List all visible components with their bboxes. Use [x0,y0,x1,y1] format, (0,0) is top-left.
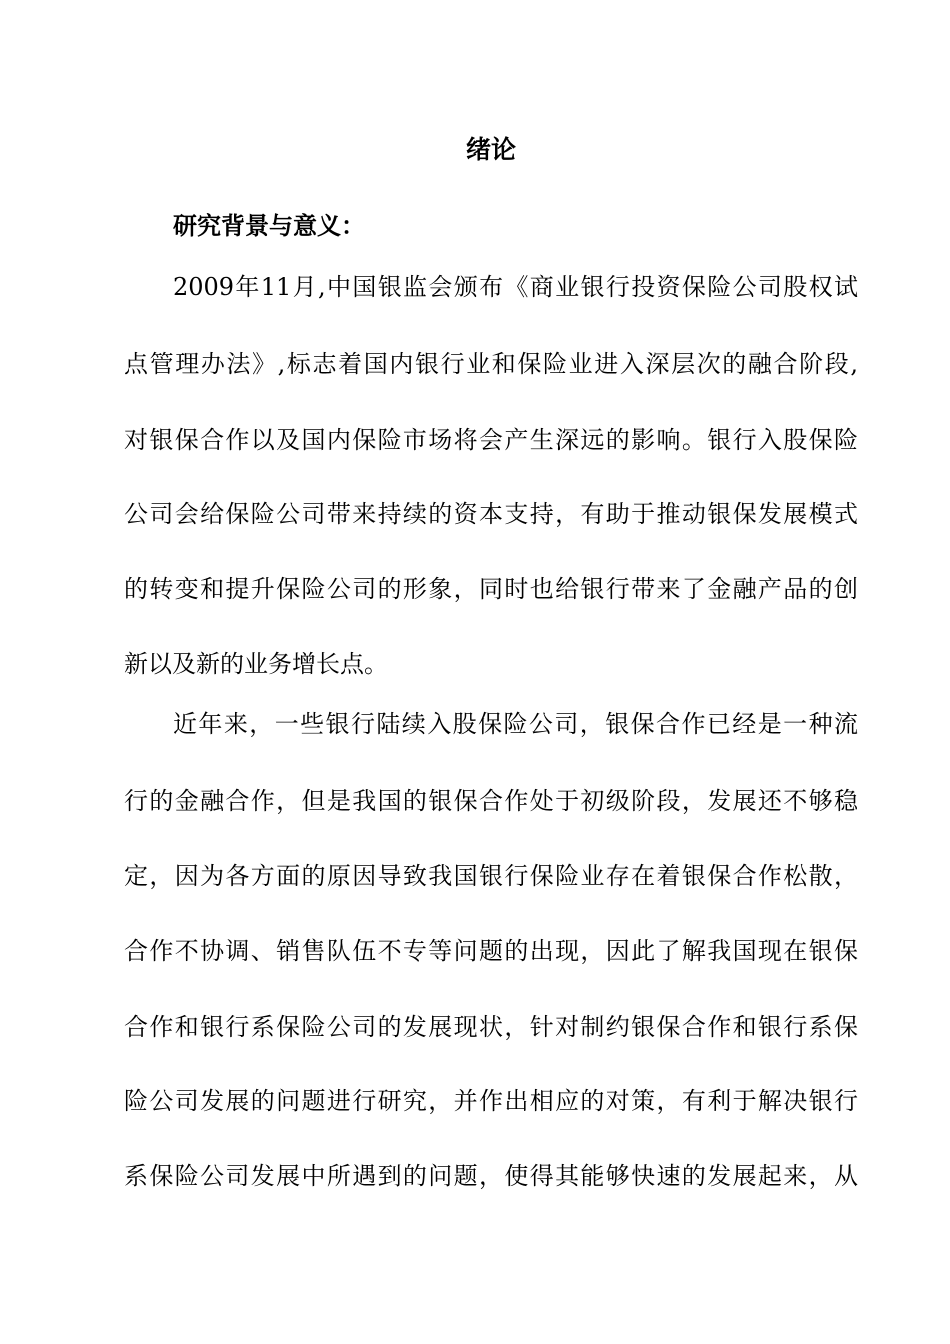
paragraph-line: 行的金融合作，但是我国的银保合作处于初级阶段，发展还不够稳 [124,787,858,815]
page-title: 绪论 [465,135,516,164]
paragraph-line: 合作和银行系保险公司的发展现状，针对制约银保合作和银行系保 [124,1013,858,1041]
section-heading: 研究背景与意义： [173,212,365,240]
paragraph-line: 定，因为各方面的原因导致我国银行保险业存在着银保合作松散， [124,862,858,890]
paragraph-line: 2009年11月,中国银监会颁布《商业银行投资保险公司股权试 [173,273,858,301]
paragraph-line: 险公司发展的问题进行研究，并作出相应的对策，有利于解决银行 [124,1087,858,1115]
paragraph-line: 点管理办法》,标志着国内银行业和保险业进入深层次的融合阶段, [124,350,858,378]
paragraph-line: 合作不协调、销售队伍不专等问题的出现，因此了解我国现在银保 [124,937,858,965]
paragraph-line: 系保险公司发展中所遇到的问题，使得其能够快速的发展起来，从 [124,1162,858,1190]
paragraph-line: 新以及新的业务增长点。 [124,650,388,678]
paragraph-line: 近年来，一些银行陆续入股保险公司，银保合作已经是一种流 [173,710,858,738]
paragraph-line: 对银保合作以及国内保险市场将会产生深远的影响。银行入股保险 [124,426,858,454]
paragraph-line: 的转变和提升保险公司的形象，同时也给银行带来了金融产品的创 [124,575,858,603]
paragraph-line: 公司会给保险公司带来持续的资本支持，有助于推动银保发展模式 [124,500,858,528]
